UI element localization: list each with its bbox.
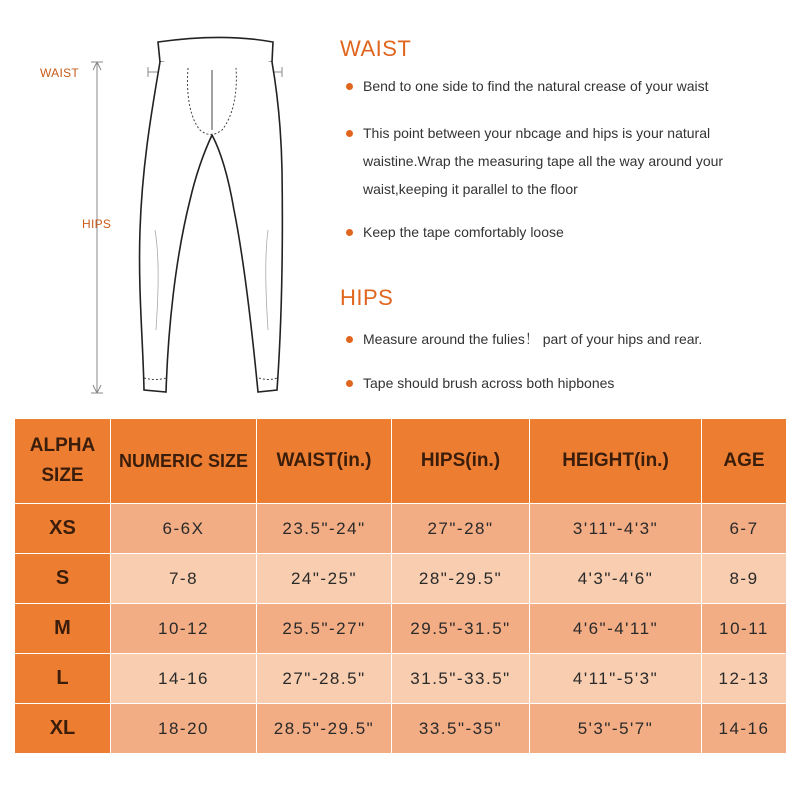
alpha-size-cell: L (15, 654, 111, 704)
bullet-dot-icon (346, 130, 353, 137)
table-row (15, 704, 787, 754)
hips-dimension-label: HIPS (82, 217, 112, 231)
waist-bullet-1 (346, 72, 786, 100)
numeric-size-cell: 7-8 (111, 554, 257, 604)
alpha-size-cell: M (15, 604, 111, 654)
hips-bullet-text: Tape should brush across both hipbones (363, 375, 615, 391)
waist-bullet-3 (346, 218, 786, 246)
bullet-dot-icon (346, 336, 353, 343)
table-row (15, 554, 787, 604)
hips-cell: 33.5"-35" (392, 704, 530, 754)
bullet-dot-icon (346, 380, 353, 387)
numeric-size-cell: 10-12 (111, 604, 257, 654)
age-cell: 8-9 (702, 554, 787, 604)
hips-cell: 28"-29.5" (392, 554, 530, 604)
waist-cell: 28.5"-29.5" (257, 704, 392, 754)
numeric-size-cell: 14-16 (111, 654, 257, 704)
height-cell: 4'11"-5'3" (530, 654, 702, 704)
waist-cell: 23.5"-24" (257, 504, 392, 554)
numeric-size-cell: 6-6X (111, 504, 257, 554)
waist-bullet-text: Keep the tape comfortably loose (363, 224, 564, 240)
header-hips: HIPS(in.) (392, 419, 530, 504)
header-age: AGE (702, 419, 787, 504)
waist-bullet-text: Bend to one side to find the natural crease of your waist (363, 78, 709, 94)
header-waist: WAIST(in.) (257, 419, 392, 504)
header-numeric-size: NUMERIC SIZE (111, 419, 257, 504)
height-cell: 4'6"-4'11" (530, 604, 702, 654)
age-cell: 6-7 (702, 504, 787, 554)
waist-dimension-label: WAIST (40, 66, 80, 80)
leggings-illustration (0, 0, 330, 405)
bullet-dot-icon (346, 229, 353, 236)
hips-bullet-1 (346, 325, 786, 353)
hips-bullet-text: Measure around the fulies！ part of your hips and rear. (363, 331, 703, 347)
hips-cell: 27"-28" (392, 504, 530, 554)
alpha-size-cell: XL (15, 704, 111, 754)
alpha-size-cell: S (15, 554, 111, 604)
header-alpha-size (15, 419, 111, 504)
table-row (15, 504, 787, 554)
waist-bullet-2 (346, 119, 766, 203)
height-cell: 3'11"-4'3" (530, 504, 702, 554)
waist-cell: 27"-28.5" (257, 654, 392, 704)
height-cell: 4'3"-4'6" (530, 554, 702, 604)
age-cell: 10-11 (702, 604, 787, 654)
hips-bullet-2 (346, 369, 786, 397)
header-alpha-line2: SIZE (41, 465, 84, 486)
table-header-row (15, 419, 787, 504)
numeric-size-cell: 18-20 (111, 704, 257, 754)
table-row (15, 604, 787, 654)
waist-section-title: WAIST (340, 36, 412, 61)
hips-cell: 31.5"-33.5" (392, 654, 530, 704)
age-cell: 14-16 (702, 704, 787, 754)
bullet-dot-icon (346, 83, 353, 90)
alpha-size-cell: XS (15, 504, 111, 554)
size-chart-table (14, 418, 787, 754)
table-row (15, 654, 787, 704)
waist-cell: 24"-25" (257, 554, 392, 604)
height-cell: 5'3"-5'7" (530, 704, 702, 754)
header-height: HEIGHT(in.) (530, 419, 702, 504)
hips-section-title: HIPS (340, 285, 394, 310)
leggings-diagram (0, 0, 330, 405)
waist-bullet-text: This point between your nbcage and hips is your natural waistine.Wrap the measuring tape all the way around your waist,keeping it parallel to the floor (363, 125, 724, 197)
header-alpha-line1: ALPHA (29, 435, 96, 456)
age-cell: 12-13 (702, 654, 787, 704)
waist-cell: 25.5"-27" (257, 604, 392, 654)
hips-cell: 29.5"-31.5" (392, 604, 530, 654)
